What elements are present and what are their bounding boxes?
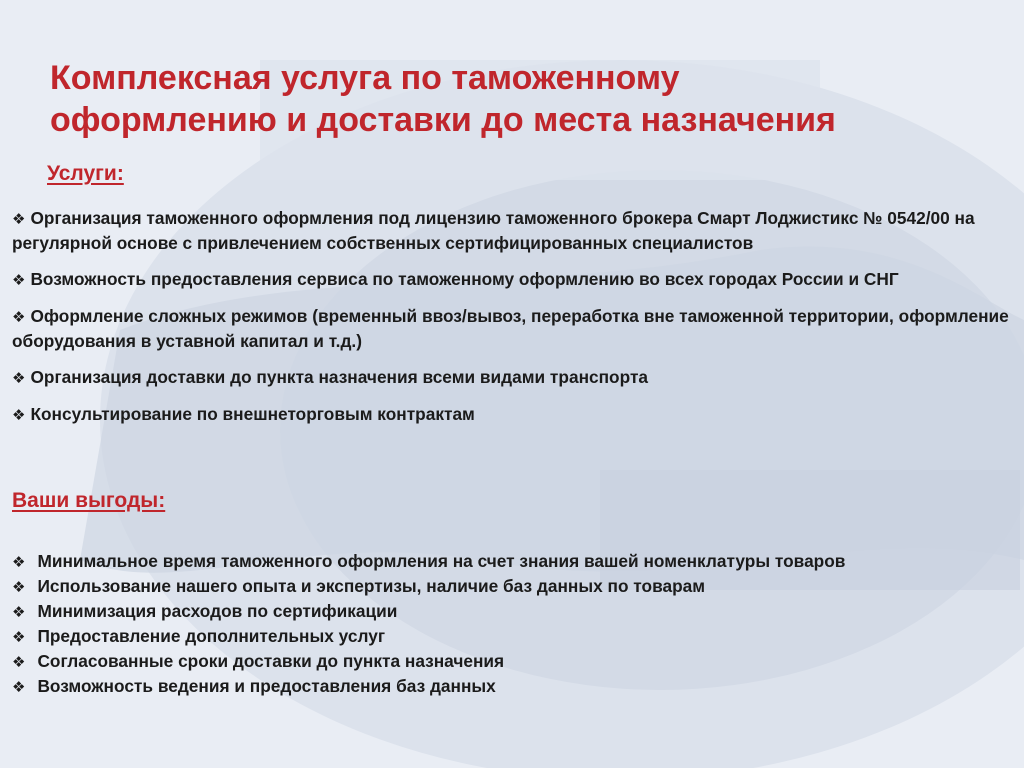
list-item (12, 267, 1012, 292)
list-item-text: Предоставление дополнительных услуг (37, 626, 386, 646)
diamond-bullet-icon: ❖ (12, 653, 26, 671)
list-item (12, 304, 1012, 353)
diamond-bullet-icon: ❖ (12, 628, 26, 646)
list-item-text: Консультирование по внешнеторговым контрактам (30, 404, 475, 424)
list-item-text: Минимизация расходов по сертификации (37, 601, 398, 621)
diamond-bullet-icon: ❖ (12, 406, 26, 424)
diamond-bullet-icon: ❖ (12, 603, 26, 621)
list-item (12, 649, 1012, 674)
title-line-1: Комплексная услуга по таможенному (50, 59, 680, 97)
benefits-heading: Ваши выгоды: (12, 489, 166, 512)
list-item (12, 549, 1012, 574)
list-item-text: Минимальное время таможенного оформления на счет знания вашей номенклатуры товаров (37, 551, 846, 571)
list-item (12, 206, 1012, 255)
list-item-text: Организация таможенного оформления под лицензию таможенного брокера Смарт Лоджистикс № 0542/00 на регулярной основе с привлечением собственных сертифицированных специалистов (12, 208, 975, 253)
services-heading: Услуги: (47, 162, 124, 185)
list-item-text: Возможность предоставления сервиса по таможенному оформлению во всех городах России и СНГ (30, 269, 899, 289)
diamond-bullet-icon: ❖ (12, 678, 26, 696)
services-list (12, 206, 1012, 439)
diamond-bullet-icon: ❖ (12, 369, 26, 387)
benefits-list (12, 549, 1012, 699)
diamond-bullet-icon: ❖ (12, 271, 26, 289)
diamond-bullet-icon: ❖ (12, 308, 26, 326)
list-item (12, 365, 1012, 390)
list-item (12, 674, 1012, 699)
list-item (12, 402, 1012, 427)
list-item (12, 624, 1012, 649)
list-item-text: Возможность ведения и предоставления баз данных (37, 676, 496, 696)
list-item (12, 599, 1012, 624)
list-item (12, 574, 1012, 599)
list-item-text: Оформление сложных режимов (временный ввоз/вывоз, переработка вне таможенной территории, оформление оборудования в уставной капитал и т.д.) (12, 306, 1009, 351)
page-title (50, 57, 1010, 141)
diamond-bullet-icon: ❖ (12, 578, 26, 596)
list-item-text: Согласованные сроки доставки до пункта назначения (37, 651, 505, 671)
diamond-bullet-icon: ❖ (12, 210, 26, 228)
list-item-text: Организация доставки до пункта назначения всеми видами транспорта (30, 367, 649, 387)
diamond-bullet-icon: ❖ (12, 553, 26, 571)
list-item-text: Использование нашего опыта и экспертизы, наличие баз данных по товарам (37, 576, 706, 596)
title-line-2: оформлению и доставки до места назначения (50, 101, 836, 139)
